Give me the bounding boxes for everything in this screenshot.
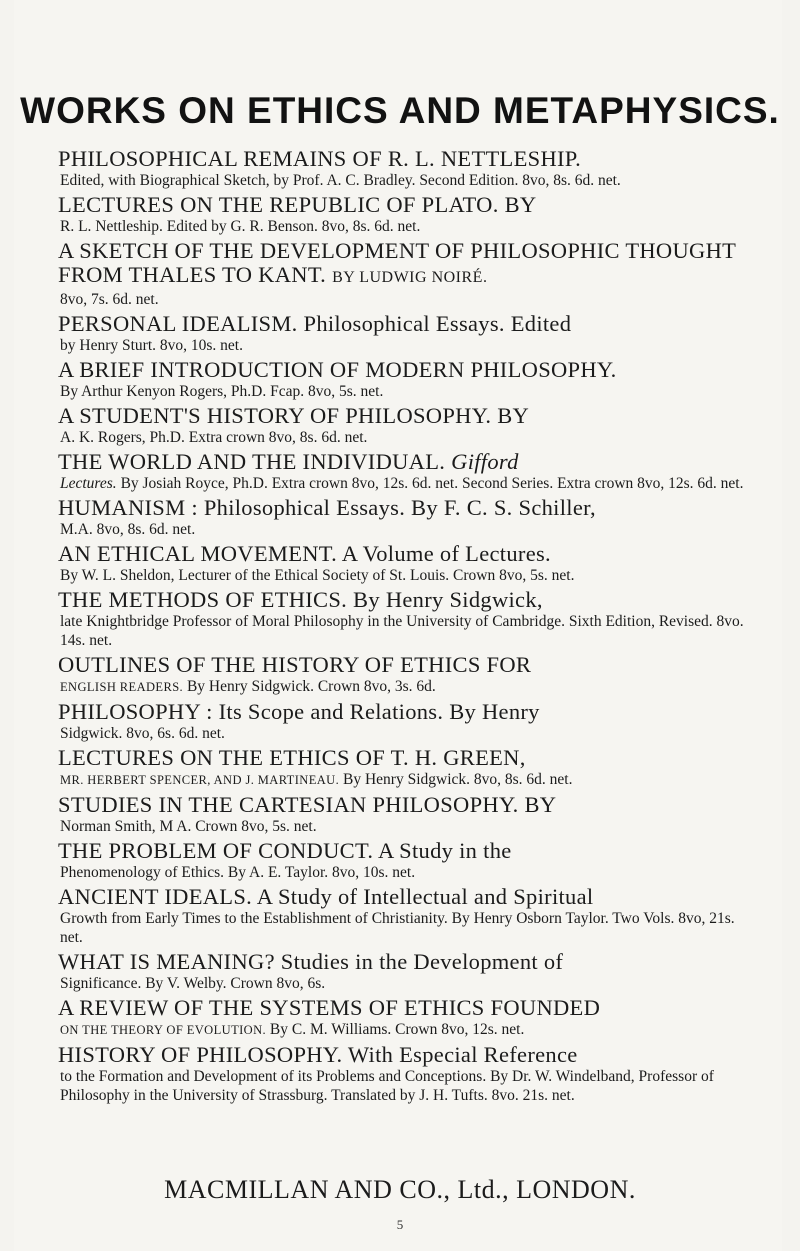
book-details: A. K. Rogers, Ph.D. Extra crown 8vo, 8s. 6d. net. — [60, 429, 368, 446]
book-author: BY LUDWIG NOIRÉ. — [332, 269, 488, 286]
book-subtitle: By Henry Sidgwick, — [353, 587, 543, 612]
book-subtitle: A Study of Intellectual and Spiritual — [256, 884, 594, 909]
book-details: By Josiah Royce, Ph.D. Extra crown 8vo, 12s. 6d. net. Second Series. Extra crown 8vo, 12s. 6d. net. — [120, 475, 744, 492]
book-details: By Henry Sidgwick. Crown 8vo, 3s. 6d. — [186, 678, 436, 695]
book-entry — [58, 700, 760, 743]
book-subtitle: A Volume of Lectures. — [341, 541, 551, 566]
book-details: Growth from Early Times to the Establishment of Christianity. By Henry Osborn Taylor. Two Vols. 8vo, 21s. net. — [60, 910, 735, 946]
book-entry — [58, 885, 760, 947]
book-details: By C. M. Williams. Crown 8vo, 12s. net. — [269, 1021, 525, 1038]
book-title: HUMANISM : — [58, 495, 198, 520]
book-details: Phenomenology of Ethics. By A. E. Taylor. 8vo, 10s. net. — [60, 864, 416, 881]
book-entry — [58, 839, 760, 882]
book-title: A REVIEW OF THE SYSTEMS OF ETHICS FOUNDED — [58, 995, 601, 1020]
book-details: By Arthur Kenyon Rogers, Ph.D. Fcap. 8vo, 5s. net. — [60, 383, 384, 400]
book-details: Edited, with Biographical Sketch, by Prof. A. C. Bradley. Second Edition. 8vo, 8s. 6d. net. — [60, 172, 621, 189]
book-series-cont: Lectures. — [60, 475, 117, 492]
book-entry — [58, 1043, 760, 1105]
book-entry — [58, 193, 760, 236]
book-title: LECTURES ON THE REPUBLIC OF PLATO. BY — [58, 192, 537, 217]
page-heading: WORKS ON ETHICS AND METAPHYSICS. — [20, 90, 780, 131]
book-subtitle: Philosophical Essays. By F. C. S. Schiller, — [203, 495, 596, 520]
book-title: WHAT IS MEANING? — [58, 949, 275, 974]
book-entry — [58, 312, 760, 355]
page-number: 5 — [396, 1217, 404, 1232]
book-details: to the Formation and Development of its Problems and Conceptions. By Dr. W. Windelband, Professor of Philosophy in the University of Strassburg. Translated by J. H. Tufts. 8vo. 21s. net. — [60, 1068, 714, 1104]
book-subtitle: With Especial Reference — [347, 1042, 578, 1067]
book-title: A SKETCH OF THE DEVELOPMENT OF PHILOSOPHIC THOUGHT FROM THALES TO KANT. — [58, 238, 736, 287]
book-title: THE WORLD AND THE INDIVIDUAL. — [58, 449, 446, 474]
book-title: THE PROBLEM OF CONDUCT. — [58, 838, 374, 863]
book-details: Sidgwick. 8vo, 6s. 6d. net. — [60, 725, 225, 742]
book-title: HISTORY OF PHILOSOPHY. — [58, 1042, 343, 1067]
book-title: PHILOSOPHY : — [58, 699, 213, 724]
book-details: M.A. 8vo, 8s. 6d. net. — [60, 521, 196, 538]
book-details: By Henry Sidgwick. 8vo, 8s. 6d. net. — [343, 771, 573, 788]
book-entry — [58, 588, 760, 650]
book-entry — [58, 450, 760, 493]
book-entry — [58, 147, 760, 190]
book-entry — [58, 496, 760, 539]
book-details: Norman Smith, M A. Crown 8vo, 5s. net. — [60, 818, 317, 835]
book-entry — [58, 996, 760, 1040]
book-details: Significance. By V. Welby. Crown 8vo, 6s. — [60, 975, 326, 992]
book-title: ANCIENT IDEALS. — [58, 884, 253, 909]
book-entry — [58, 746, 760, 790]
publisher-imprint: MACMILLAN AND CO., Ltd., LONDON. — [164, 1175, 636, 1204]
book-title: PHILOSOPHICAL REMAINS OF R. L. NETTLESHIP. — [58, 146, 582, 171]
book-entry — [58, 542, 760, 585]
book-entry — [58, 950, 760, 993]
book-title: AN ETHICAL MOVEMENT. — [58, 541, 338, 566]
book-subtitle: Studies in the Development of — [280, 949, 564, 974]
book-title: OUTLINES OF THE HISTORY OF ETHICS FOR — [58, 652, 532, 677]
book-title: PERSONAL IDEALISM. — [58, 311, 298, 336]
book-details: R. L. Nettleship. Edited by G. R. Benson. 8vo, 8s. 6d. net. — [60, 218, 421, 235]
book-title: STUDIES IN THE CARTESIAN PHILOSOPHY. BY — [58, 792, 557, 817]
book-details: By W. L. Sheldon, Lecturer of the Ethical Society of St. Louis. Crown 8vo, 5s. net. — [60, 567, 575, 584]
book-details: late Knightbridge Professor of Moral Philosophy in the University of Cambridge. Sixth Edition, Revised. 8vo. 14s. net. — [60, 613, 744, 649]
book-title: THE METHODS OF ETHICS. — [58, 587, 348, 612]
book-details: by Henry Sturt. 8vo, 10s. net. — [60, 337, 243, 354]
book-entry — [58, 793, 760, 836]
book-entry — [58, 358, 760, 401]
book-subtitle: Its Scope and Relations. By Henry — [218, 699, 540, 724]
book-title-cont: ENGLISH READERS. — [60, 680, 184, 694]
book-title-cont: ON THE THEORY OF EVOLUTION. — [60, 1023, 267, 1037]
book-title: LECTURES ON THE ETHICS OF T. H. GREEN, — [58, 745, 526, 770]
book-entry — [58, 404, 760, 447]
book-title: A STUDENT'S HISTORY OF PHILOSOPHY. BY — [58, 403, 530, 428]
book-list — [58, 147, 760, 1108]
book-title-cont: MR. HERBERT SPENCER, AND J. MARTINEAU. — [60, 773, 340, 787]
book-subtitle: Philosophical Essays. Edited — [303, 311, 572, 336]
book-entry — [58, 653, 760, 697]
book-entry — [58, 239, 760, 309]
book-subtitle: A Study in the — [377, 838, 512, 863]
book-series: Gifford — [451, 449, 519, 474]
book-title: A BRIEF INTRODUCTION OF MODERN PHILOSOPHY. — [58, 357, 617, 382]
book-details: 8vo, 7s. 6d. net. — [60, 291, 159, 308]
